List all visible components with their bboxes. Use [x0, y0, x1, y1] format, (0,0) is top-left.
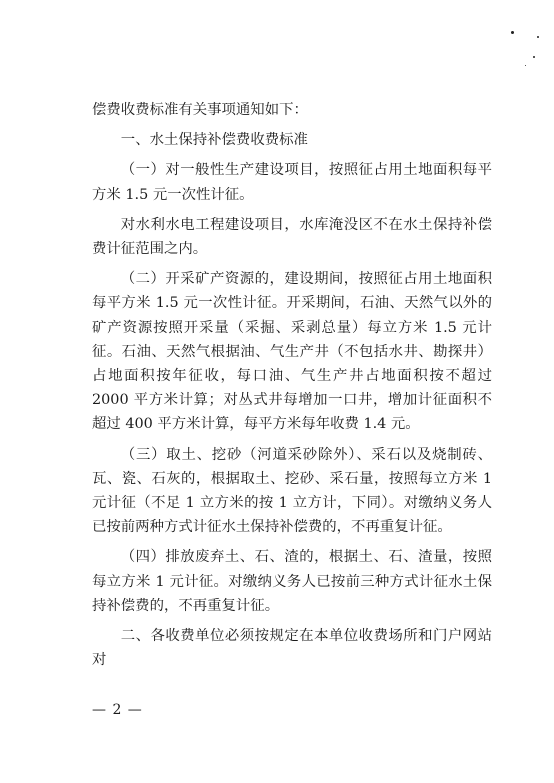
scan-speck	[511, 31, 514, 34]
paragraph-item-1: （一）对一般性生产建设项目，按照征占用土地面积每平方米 1.5 元一次性计征。	[92, 162, 492, 203]
scan-speck	[537, 36, 539, 38]
page-number: — 2 —	[92, 702, 143, 718]
scan-speck	[533, 56, 535, 58]
section-heading-2: 二、各收费单位必须按规定在本单位收费场所和门户网站对	[92, 628, 492, 669]
document-body	[92, 98, 492, 672]
paragraph-water-project: 对水利水电工程建设项目，水库淹没区不在水土保持补偿费计征范围之内。	[92, 216, 492, 258]
paragraph-item-4: （四）排放废弃土、石、渣的，根据土、石、渣量，按照每立方米 1 元计征。对缴纳义务人已按前三种方式计征水土保持补偿费的，不再重复计征。	[92, 549, 492, 614]
section-heading-1: 一、水土保持补偿费收费标准	[120, 132, 308, 149]
scan-speck	[525, 65, 526, 66]
paragraph-item-3: （三）取土、挖砂（河道采砂除外）、采石以及烧制砖、瓦、瓷、石灰的，根据取土、挖砂、采石量，按照每立方米 1 元计征（不足 1 立方米的按 1 立方计，下同）。对缴纳义务人已按前两种方式计征水土保持补偿费的，不再重复计征。	[92, 446, 492, 536]
paragraph-item-2: （二）开采矿产资源的，建设期间，按照征占用土地面积每平方米 1.5 元一次性计征。开采期间，石油、天然气以外的矿产资源按照开采量（采掘、采剥总量）每立方米 1.5 元计征。石油、天然气根据油、气生产井（不包括水井、勘探井）占地面积按年征收，每口油、气生产井占地面积按不超过 2000 平方米计算；对丛式井每增加一口井，增加计征面积不超过 400 平方米计算，每平方米每年收费 1.4 元。	[92, 271, 492, 433]
paragraph-intro: 偿费收费标准有关事项通知如下：	[92, 102, 308, 118]
